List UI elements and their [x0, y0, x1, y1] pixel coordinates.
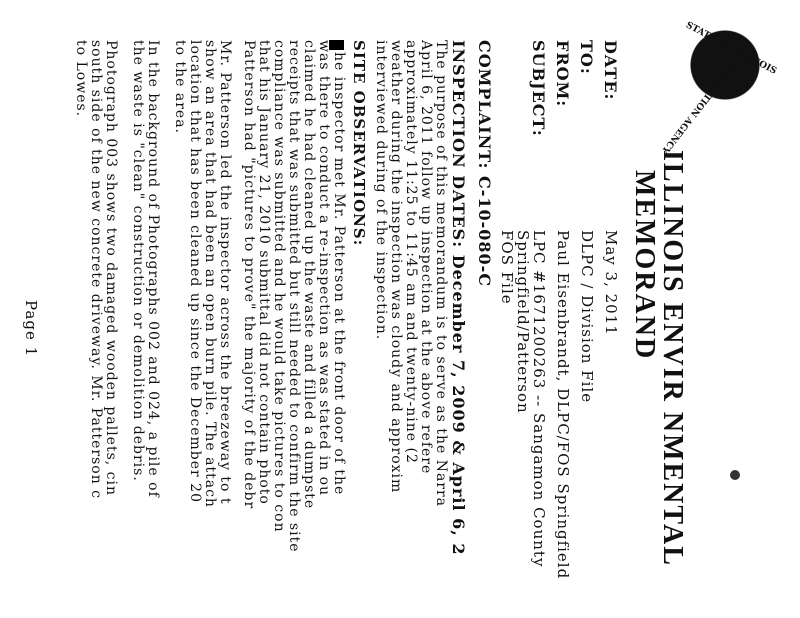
obs-line-5: compliance was submitted and he would take pictures to con [271, 40, 287, 533]
obs-line-7: Patterson had "pictures to prove" the majority of the debr [241, 40, 257, 510]
letterhead-subtitle: MEMORAND [629, 170, 660, 361]
from-label: FROM: [553, 40, 572, 108]
obs-line-3: claimed he had cleaned up the waste and filled a dumpste [301, 40, 317, 510]
agency-seal [650, 0, 800, 156]
purpose-line-3: approximately 11:25 to 11:45 am and twenty-nine (2 [403, 40, 419, 464]
para2-line-3: location that has been cleaned up since the December 20 [187, 40, 203, 503]
purpose-line-5: interviewed during of the inspection. [373, 40, 389, 341]
subject-line2: Springfield/Patterson [514, 230, 532, 414]
seal-text-top: STATE OF ILLINOIS [684, 20, 778, 77]
para4-line-3: to Lowes. [73, 40, 89, 118]
para4-line-1: Photograph 003 shows two damaged wooden pallets, cin [103, 40, 119, 496]
obs-line-2: was there to conduct a re-inspection as was stated in ou [316, 40, 332, 497]
date-value: May 3, 2011 [602, 230, 620, 336]
to-label: TO: [577, 40, 596, 75]
obs-line-4: receipts that was submitted but still needed to confirm the site [286, 40, 302, 553]
inspection-dates: INSPECTION DATES: December 7, 2009 & April 6, 2 [449, 40, 468, 556]
letterhead-title: ILLINOIS ENVIR NMENTAL [657, 150, 688, 567]
para2-line-1: Mr. Patterson led the inspector across the breezeway to t [217, 40, 233, 505]
seal-text-bottom: PROTECTION AGENCY [659, 57, 739, 156]
subject-label: SUBJECT: [529, 40, 548, 137]
obs-line-6: that his January 21, 2010 submittal did not contain photo [256, 40, 272, 505]
para3-line-2: the waste is "clean" construction or demolition debris. [130, 40, 146, 482]
site-observations-heading: SITE OBSERVATIONS: [350, 40, 368, 247]
purpose-line-4: weather during the inspection was cloudy and approxim [388, 40, 404, 494]
to-value: DLPC / Division File [578, 230, 596, 404]
subject-line1: LPC #1671200263 -- Sangamon County [530, 230, 548, 568]
from-value: Paul Eisenbrandt, DLPC/FOS Springfield [554, 230, 572, 580]
para4-line-2: south side of the new concrete driveway. Mr. Patterson c [88, 40, 104, 500]
subject-line3: FOS File [498, 230, 516, 305]
para2-line-4: to the area. [172, 40, 188, 135]
punch-hole-mark [730, 470, 740, 480]
purpose-line-2: April 6, 2011 follow up inspection at the above refere [418, 40, 434, 475]
para2-line-2: show an area that had been an open burn pile. The attach [202, 40, 218, 508]
purpose-line-1: The purpose of this memorandum is to serve as the Narra [433, 40, 449, 508]
date-label: DATE: [601, 40, 620, 101]
obs-line-1: he inspector met Mr. Patterson at the front door of the [331, 52, 347, 496]
complaint-number: COMPLAINT: C-10-080-C [475, 40, 494, 288]
para3-line-1: In the background of Photographs 002 and 024, a pile of [145, 40, 161, 498]
page-number: Page 1 [22, 300, 40, 358]
